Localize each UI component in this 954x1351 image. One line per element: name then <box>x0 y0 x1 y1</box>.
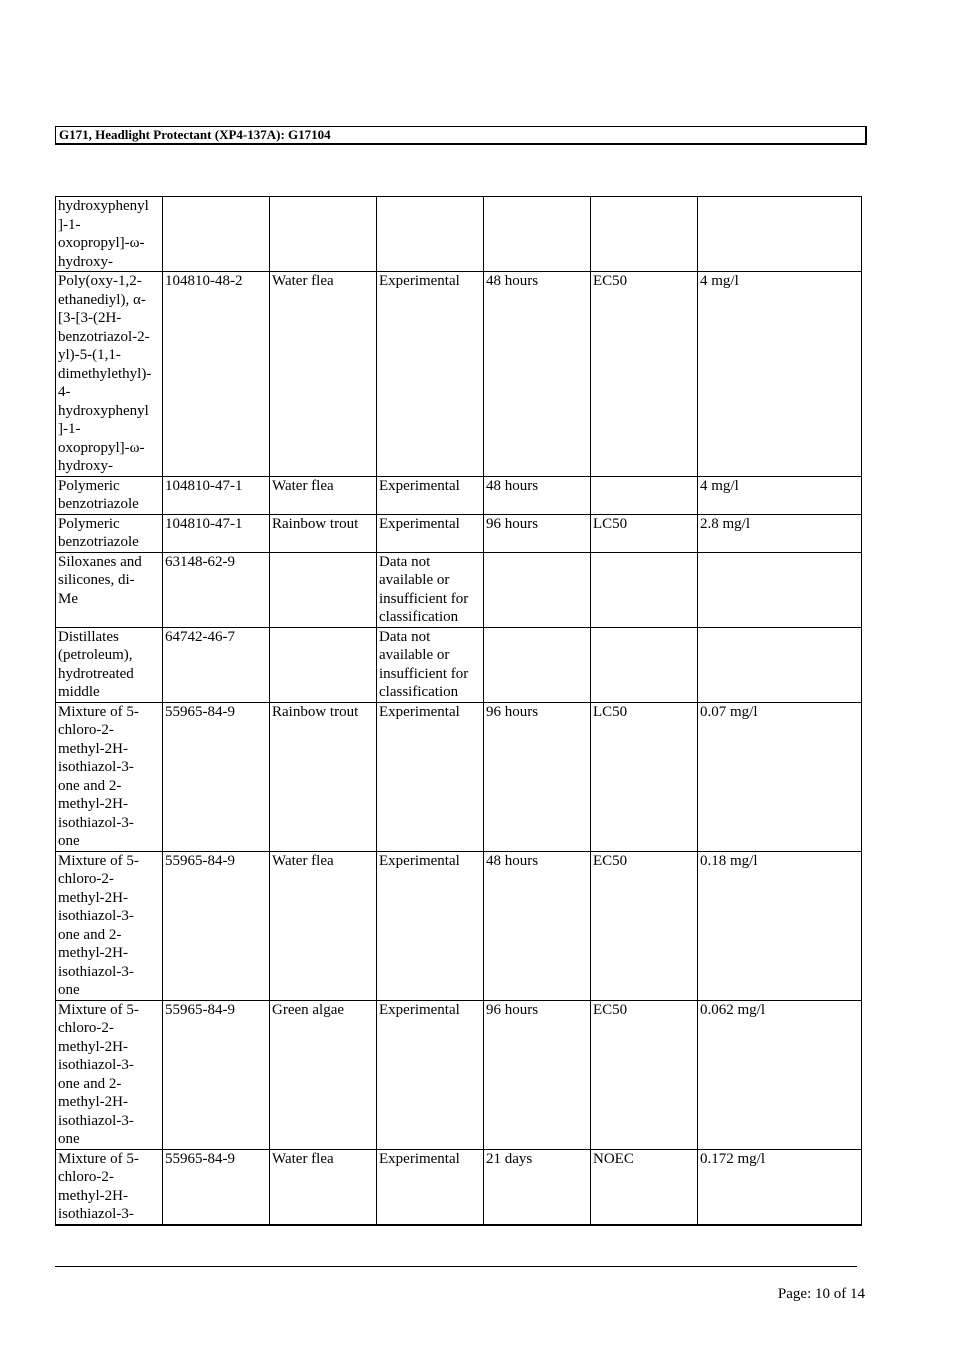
organism-cell: Water flea <box>270 1149 377 1225</box>
test-type-cell: Experimental <box>377 514 484 552</box>
table-row <box>56 476 862 514</box>
result-cell: 4 mg/l <box>698 476 862 514</box>
exposure-cell: 96 hours <box>484 514 591 552</box>
organism-cell: Water flea <box>270 851 377 1000</box>
test-type-cell: Experimental <box>377 476 484 514</box>
exposure-cell: 96 hours <box>484 702 591 851</box>
cas-number-cell: 55965-84-9 <box>163 702 270 851</box>
table-row <box>56 627 862 702</box>
cas-number-cell: 55965-84-9 <box>163 1000 270 1149</box>
substance-cell: Mixture of 5- chloro-2- methyl-2H- isothiazol-3- one and 2- methyl-2H- isothiazol-3- one <box>56 702 163 851</box>
result-cell <box>698 197 862 272</box>
substance-cell: Poly(oxy-1,2- ethanediyl), α- [3-[3-(2H- benzotriazol-2- yl)-5-(1,1- dimethylethyl)- 4- hydroxyphenyl ]-1- oxopropyl]-ω- hydroxy- <box>56 272 163 477</box>
table-row <box>56 1149 862 1225</box>
result-cell <box>698 627 862 702</box>
test-type-cell: Experimental <box>377 851 484 1000</box>
test-type-cell: Data not available or insufficient for classification <box>377 552 484 627</box>
cas-number-cell: 104810-47-1 <box>163 514 270 552</box>
endpoint-cell: EC50 <box>591 851 698 1000</box>
substance-cell: Siloxanes and silicones, di- Me <box>56 552 163 627</box>
table-row <box>56 514 862 552</box>
result-cell: 2.8 mg/l <box>698 514 862 552</box>
result-cell <box>698 552 862 627</box>
result-cell: 0.18 mg/l <box>698 851 862 1000</box>
organism-cell <box>270 197 377 272</box>
table-row <box>56 272 862 477</box>
organism-cell: Water flea <box>270 476 377 514</box>
ecotoxicity-table <box>55 196 862 1226</box>
cas-number-cell: 104810-48-2 <box>163 272 270 477</box>
substance-cell: Mixture of 5- chloro-2- methyl-2H- isothiazol-3- one and 2- methyl-2H- isothiazol-3- one <box>56 851 163 1000</box>
endpoint-cell <box>591 552 698 627</box>
endpoint-cell: LC50 <box>591 702 698 851</box>
organism-cell <box>270 552 377 627</box>
substance-cell: hydroxyphenyl ]-1- oxopropyl]-ω- hydroxy- <box>56 197 163 272</box>
result-cell: 0.062 mg/l <box>698 1000 862 1149</box>
exposure-cell: 48 hours <box>484 476 591 514</box>
organism-cell: Rainbow trout <box>270 702 377 851</box>
exposure-cell: 48 hours <box>484 272 591 477</box>
endpoint-cell: NOEC <box>591 1149 698 1225</box>
substance-cell: Mixture of 5- chloro-2- methyl-2H- isothiazol-3- <box>56 1149 163 1225</box>
substance-cell: Polymeric benzotriazole <box>56 514 163 552</box>
exposure-cell <box>484 197 591 272</box>
cas-number-cell <box>163 197 270 272</box>
table-body <box>56 197 862 1225</box>
test-type-cell <box>377 197 484 272</box>
cas-number-cell: 55965-84-9 <box>163 1149 270 1225</box>
organism-cell <box>270 627 377 702</box>
endpoint-cell: EC50 <box>591 1000 698 1149</box>
page-number: Page: 10 of 14 <box>777 1286 865 1302</box>
exposure-cell: 48 hours <box>484 851 591 1000</box>
substance-cell: Polymeric benzotriazole <box>56 476 163 514</box>
cas-number-cell: 104810-47-1 <box>163 476 270 514</box>
footer-divider <box>55 1266 857 1267</box>
test-type-cell: Experimental <box>377 1149 484 1225</box>
table-row <box>56 851 862 1000</box>
test-type-cell: Experimental <box>377 702 484 851</box>
cas-number-cell: 63148-62-9 <box>163 552 270 627</box>
table-row <box>56 702 862 851</box>
cas-number-cell: 64742-46-7 <box>163 627 270 702</box>
result-cell: 0.172 mg/l <box>698 1149 862 1225</box>
endpoint-cell <box>591 627 698 702</box>
test-type-cell: Experimental <box>377 1000 484 1149</box>
result-cell: 0.07 mg/l <box>698 702 862 851</box>
endpoint-cell: EC50 <box>591 272 698 477</box>
document-title: G171, Headlight Protectant (XP4-137A): G17104 <box>59 127 331 142</box>
exposure-cell: 21 days <box>484 1149 591 1225</box>
exposure-cell <box>484 627 591 702</box>
document-header <box>55 126 867 145</box>
table-row <box>56 552 862 627</box>
endpoint-cell <box>591 476 698 514</box>
test-type-cell: Experimental <box>377 272 484 477</box>
endpoint-cell: LC50 <box>591 514 698 552</box>
test-type-cell: Data not available or insufficient for classification <box>377 627 484 702</box>
organism-cell: Green algae <box>270 1000 377 1149</box>
substance-cell: Mixture of 5- chloro-2- methyl-2H- isothiazol-3- one and 2- methyl-2H- isothiazol-3- one <box>56 1000 163 1149</box>
result-cell: 4 mg/l <box>698 272 862 477</box>
exposure-cell: 96 hours <box>484 1000 591 1149</box>
organism-cell: Water flea <box>270 272 377 477</box>
exposure-cell <box>484 552 591 627</box>
table-row <box>56 197 862 272</box>
organism-cell: Rainbow trout <box>270 514 377 552</box>
cas-number-cell: 55965-84-9 <box>163 851 270 1000</box>
endpoint-cell <box>591 197 698 272</box>
substance-cell: Distillates (petroleum), hydrotreated middle <box>56 627 163 702</box>
table-row <box>56 1000 862 1149</box>
